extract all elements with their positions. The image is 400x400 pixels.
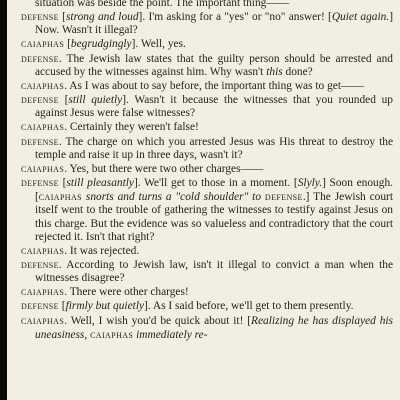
dialogue-line — [21, 314, 393, 342]
book-page — [7, 0, 400, 400]
dialogue-line — [21, 37, 393, 51]
dialogue-text: [ — [64, 38, 71, 51]
dialogue-text: [ — [58, 300, 66, 313]
dialogue-text: ] Soon enough. [ — [35, 177, 393, 204]
speaker-name: caiaphas — [21, 37, 65, 51]
continued-line — [21, 0, 393, 10]
dialogue-text: situation was beside the point. The important thing—— — [35, 0, 290, 9]
dialogue-text: done? — [282, 65, 313, 78]
dialogue-text: [ — [58, 94, 69, 107]
stage-direction: this — [266, 65, 283, 78]
dialogue-line — [21, 299, 393, 313]
speaker-name: caiaphas — [21, 78, 65, 92]
stage-direction: still quietly — [68, 94, 123, 107]
dialogue-line — [21, 162, 393, 176]
page-bottom-shadow — [7, 390, 400, 400]
speaker-name: caiaphas — [38, 190, 83, 204]
dialogue-text: . Certainly they weren't false! — [64, 121, 199, 134]
dialogue-text: ]. Wasn't it because the witnesses that you rounded up against Jesus were false witnesses? — [35, 94, 394, 120]
dialogue-line — [21, 120, 393, 134]
stage-direction: Quiet again. — [331, 11, 390, 24]
dialogue-text: ]. As I said before, we'll get to them presently. — [144, 300, 354, 313]
dialogue-text: [ — [58, 11, 66, 24]
speaker-name: caiaphas — [21, 285, 65, 299]
stage-direction: snorts and turns a "cold shoulder" to — [82, 191, 265, 204]
dialogue-text: ]. We'll get to those in a moment. [ — [133, 177, 298, 190]
dialogue-line — [21, 244, 393, 258]
speaker-name: defense — [21, 299, 59, 313]
stage-direction: Slyly. — [297, 177, 323, 190]
dialogue-line — [21, 258, 393, 285]
dialogue-line — [21, 79, 393, 93]
speaker-name: caiaphas — [21, 120, 65, 134]
dialogue-text: . Well, I wish you'd be quick about it! [ — [64, 314, 252, 327]
dialogue-text: .] The Jewish court itself went to the trouble of gathering the witnesses to testify against Jesus on this charge. But the evidence was so valueless and contradictory that the court rejected it. Isn't that right? — [35, 191, 393, 243]
dialogue-text: . The Jewish law states that the guilty person should be arrested and accused by the witnesses against him. Why wasn't — [35, 52, 393, 78]
dialogue-line — [21, 10, 393, 37]
dialogue-line — [21, 285, 393, 299]
dialogue-text: . There were other charges! — [64, 286, 189, 299]
dialogue-line — [21, 135, 393, 162]
stage-direction: immediately re- — [133, 328, 208, 341]
dialogue-text: . It was rejected. — [64, 244, 140, 257]
dialogue-text: [ — [58, 177, 67, 190]
speaker-name: caiaphas — [90, 327, 134, 341]
dialogue-text: . Yes, but there were two other charges—— — [64, 162, 264, 175]
dialogue-text: . According to Jewish law, isn't it illegal to convict a man when the witnesses disagree? — [35, 258, 393, 285]
dialogue-text: . As I was about to say before, the important thing was to get—— — [64, 79, 364, 92]
speaker-name: defense — [21, 176, 59, 190]
speaker-name: defense — [21, 257, 59, 271]
speaker-name: defense — [21, 134, 59, 148]
speaker-name: defense — [21, 93, 59, 107]
speaker-name: caiaphas — [21, 243, 65, 257]
script-text — [21, 0, 393, 342]
dialogue-text: ]. I'm asking for a "yes" or "no" answer! [ — [138, 11, 332, 24]
dialogue-line — [21, 176, 393, 244]
dialogue-text: ] Now. Wasn't it illegal? — [35, 11, 393, 37]
dialogue-line — [21, 93, 393, 120]
stage-direction: firmly but quietly — [65, 300, 145, 313]
scan-border — [0, 0, 7, 400]
stage-direction: still pleasantly — [66, 177, 134, 190]
dialogue-line — [21, 52, 393, 79]
dialogue-text: . The charge on which you arrested Jesus was His threat to destroy the temple and raise it up in three days, wasn't it? — [35, 135, 393, 161]
dialogue-text: ]. Well, yes. — [131, 38, 186, 51]
speaker-name: defense — [21, 51, 59, 65]
speaker-name: defense — [264, 190, 303, 204]
stage-direction: Realizing he has displayed his uneasiness, — [35, 314, 393, 341]
speaker-name: caiaphas — [21, 313, 65, 327]
stage-direction: begrudgingly — [70, 38, 132, 51]
speaker-name: caiaphas — [21, 161, 65, 175]
stage-direction: strong and loud — [65, 11, 139, 24]
speaker-name: defense — [21, 10, 59, 24]
